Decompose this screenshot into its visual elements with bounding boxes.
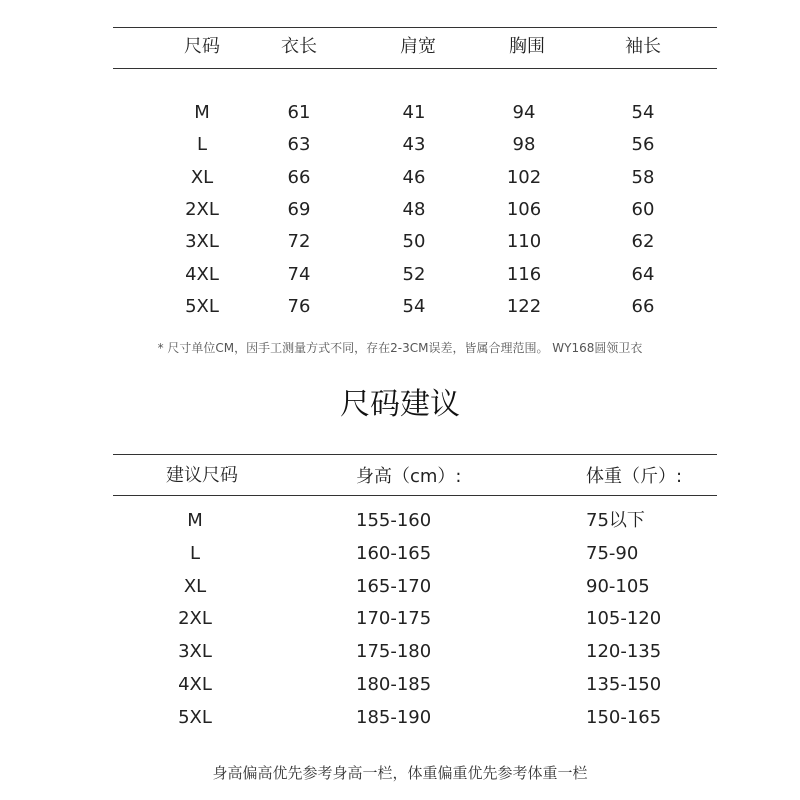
sleeve-cell: 62 [631, 231, 655, 253]
shoulder-cell: 43 [402, 134, 426, 156]
size-table-header-rule [113, 68, 717, 69]
suggested-size-cell: 3XL [178, 641, 212, 663]
weight-range-cell: 90-105 [586, 575, 650, 597]
height-range-cell: 170-175 [356, 608, 432, 630]
chest-cell: 110 [506, 231, 542, 253]
sleeve-cell: 66 [631, 295, 655, 317]
suggestion-table-top-rule [113, 454, 717, 455]
height-range-cell: 165-170 [356, 575, 432, 597]
sleeve-header-cell: 袖长 [625, 36, 661, 57]
suggested-size-cell: L [189, 542, 201, 564]
size-header-cell: 尺码 [184, 36, 220, 57]
height-range-cell: 160-165 [356, 542, 432, 564]
weight-range-cell: 135-150 [586, 674, 662, 695]
shoulder-cell: 48 [402, 198, 426, 220]
height-range-cell: 185-190 [356, 706, 432, 728]
length-cell: 72 [287, 231, 311, 253]
size-cell: 4XL [185, 263, 219, 285]
weight-range-cell: 75以下 [586, 510, 645, 531]
length-cell: 76 [287, 295, 311, 317]
size-cell: M [194, 102, 210, 123]
sleeve-cell: 58 [631, 166, 655, 188]
size-cell: 5XL [185, 295, 219, 317]
suggested-size-header-cell: 建议尺码 [166, 465, 238, 486]
height-header-cell: 身高（cm）: [356, 466, 462, 487]
weight-range-cell: 120-135 [586, 641, 662, 663]
length-cell: 69 [287, 198, 311, 220]
weight-range-cell: 105-120 [586, 608, 662, 630]
chest-cell: 98 [512, 134, 536, 156]
size-table-top-rule [113, 27, 717, 28]
shoulder-cell: 50 [402, 231, 426, 253]
suggested-size-cell: 5XL [178, 706, 212, 728]
length-cell: 61 [287, 102, 311, 123]
height-range-cell: 175-180 [356, 641, 432, 663]
length-cell: 66 [287, 166, 311, 188]
size-cell: 2XL [185, 198, 219, 220]
height-range-cell: 180-185 [356, 674, 432, 695]
suggestion-title: 尺码建议 [340, 387, 460, 422]
sleeve-cell: 60 [631, 198, 655, 220]
chest-cell: 102 [506, 166, 542, 188]
suggested-size-cell: 4XL [178, 674, 212, 695]
length-cell: 63 [287, 134, 311, 156]
suggestion-table-header-rule [113, 495, 717, 496]
chest-cell: 116 [506, 263, 542, 285]
suggested-size-cell: XL [183, 575, 207, 597]
chest-header-cell: 胸围 [509, 36, 545, 57]
chest-cell: 122 [506, 295, 542, 317]
length-header-cell: 衣长 [281, 36, 317, 57]
size-cell: 3XL [185, 231, 219, 253]
chest-cell: 106 [506, 198, 542, 220]
weight-range-cell: 150-165 [586, 706, 662, 728]
shoulder-cell: 46 [402, 166, 426, 188]
sleeve-cell: 64 [631, 263, 655, 285]
suggested-size-cell: 2XL [178, 608, 212, 630]
height-range-cell: 155-160 [356, 510, 432, 531]
weight-header-cell: 体重（斤）: [586, 466, 683, 487]
sleeve-cell: 54 [631, 102, 655, 123]
size-cell: XL [190, 166, 214, 188]
sleeve-cell: 56 [631, 134, 655, 156]
weight-range-cell: 75-90 [586, 542, 639, 564]
suggestion-footer-note: 身高偏高优先参考身高一栏，体重偏重优先参考体重一栏 [212, 764, 588, 782]
shoulder-cell: 41 [402, 102, 426, 123]
shoulder-header-cell: 肩宽 [400, 36, 436, 57]
size-cell: L [196, 134, 208, 156]
shoulder-cell: 52 [402, 263, 426, 285]
size-table-note: * 尺寸单位CM，因手工测量方式不同，存在2-3CM误差，皆属合理范围。 WY168圆领卫衣 [157, 341, 643, 355]
chest-cell: 94 [512, 102, 536, 123]
shoulder-cell: 54 [402, 295, 426, 317]
suggested-size-cell: M [187, 510, 203, 531]
length-cell: 74 [287, 263, 311, 285]
